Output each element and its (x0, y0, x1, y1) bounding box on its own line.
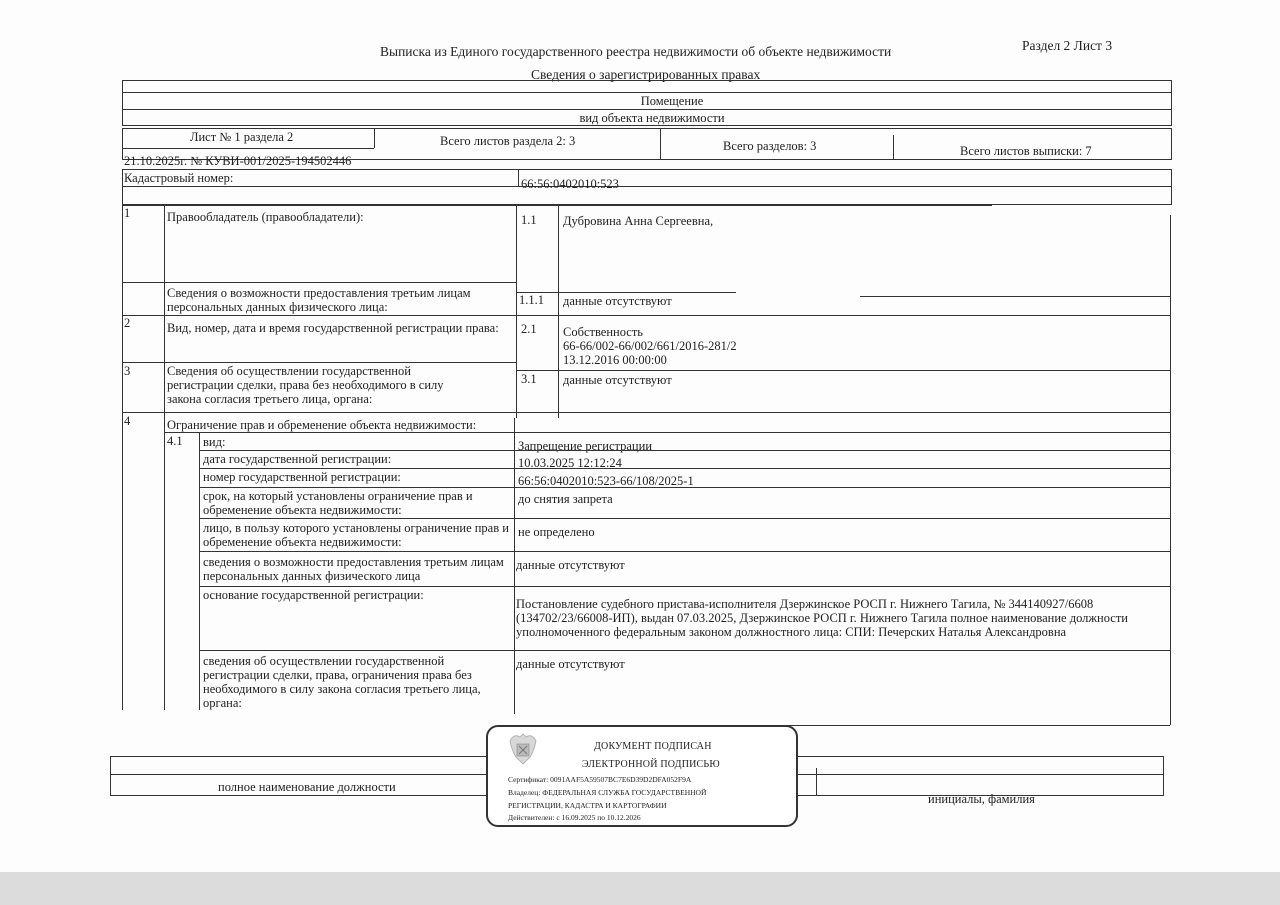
divider (860, 296, 1170, 297)
divider (374, 128, 375, 148)
row-4-label: Ограничение прав и обременение объекта недвижимости: (167, 418, 477, 432)
restriction-date-value: 10.03.2025 12:12:24 (518, 456, 622, 470)
restriction-transaction-value: данные отсутствуют (516, 657, 625, 671)
row-2-subnum: 2.1 (521, 322, 537, 336)
restriction-term-value: до снятия запрета (518, 492, 613, 506)
total-sheets-count: Всего листов выписки: 7 (960, 144, 1092, 158)
section-sheets-count: Всего листов раздела 2: 3 (440, 134, 576, 148)
divider (199, 518, 1170, 519)
table-border-left (122, 205, 123, 710)
page-reference: Раздел 2 Лист 3 (1022, 38, 1113, 53)
personal-data-value: данные отсутствуют (563, 294, 672, 308)
column-divider (199, 432, 200, 710)
restriction-type-label: вид: (203, 435, 226, 449)
column-divider (164, 205, 165, 418)
divider (122, 362, 516, 363)
right-registration-number: 66-66/002-66/002/661/2016-281/2 (563, 339, 737, 353)
column-divider (558, 205, 559, 418)
row-3-subnum: 3.1 (521, 372, 537, 386)
restriction-transaction-label: сведения об осуществлении государственной регистрации сделки, права, ограничения права без необходимого в силу закона согласия третьего лица, органа: (203, 654, 481, 710)
divider (199, 551, 1170, 552)
row-2-number: 2 (124, 316, 131, 330)
divider (516, 370, 1170, 371)
object-type-value: Помещение (640, 94, 704, 108)
divider (122, 92, 1172, 93)
column-divider (164, 412, 165, 710)
registration-basis-label: основание государственной регистрации: (203, 588, 424, 602)
owner-line1: Владелец: ФЕДЕРАЛЬНАЯ СЛУЖБА ГОСУДАРСТВЕННОЙ (508, 788, 707, 797)
validity-period: Действителен: с 16.09.2025 по 10.12.2026 (508, 813, 641, 822)
restriction-beneficiary-label: лицо, в пользу которого установлены ограничение прав и обременение объекта недвижимости: (203, 521, 509, 549)
divider (660, 128, 661, 160)
object-type-label: вид объекта недвижимости (579, 111, 725, 125)
position-caption: полное наименование должности (218, 780, 396, 794)
divider (122, 282, 516, 283)
row-4-1-subnum: 4.1 (167, 434, 183, 448)
transaction-info-value: данные отсутствуют (563, 373, 672, 387)
divider (516, 292, 736, 293)
restriction-number-value: 66:56:0402010:523-66/108/2025-1 (518, 474, 694, 488)
row-3-number: 3 (124, 364, 131, 378)
table-border-top (122, 205, 992, 206)
divider (164, 432, 1170, 433)
row-1-1-subnum: 1.1.1 (519, 293, 544, 307)
cadastral-label: Кадастровый номер: (124, 171, 234, 185)
restriction-beneficiary-value: не определено (518, 525, 595, 539)
document-title: Выписка из Единого государственного реестра недвижимости об объекте недвижимости (380, 44, 892, 59)
divider (122, 412, 1170, 413)
divider (893, 135, 894, 160)
divider (199, 487, 1170, 488)
row-1-subnum: 1.1 (521, 213, 537, 227)
document-subtitle: Сведения о зарегистрированных правах (531, 67, 761, 82)
stamp-title-line2: ЭЛЕКТРОННОЙ ПОДПИСЬЮ (582, 759, 720, 770)
row-1-number: 1 (124, 206, 131, 220)
restriction-term-label: срок, на который установлены ограничение прав и обременение объекта недвижимости: (203, 489, 473, 517)
divider (518, 169, 519, 186)
cadastral-number: 66:56:0402010:523 (521, 177, 619, 191)
restriction-number-label: номер государственной регистрации: (203, 470, 401, 484)
registration-basis-value: Постановление судебного пристава-исполнителя Дзержинское РОСП г. Нижнего Тагила, № 344140927/6608 (134702/23/66008-ИП), выдан 07.03.2025, Дзержинское РОСП г. Нижнего Тагила полное наименование должности уполномоченного федеральным законом должностного лица: СПИ: Печерских Наталья Александровна (516, 597, 1128, 639)
sheet-number: Лист № 1 раздела 2 (190, 130, 294, 144)
restriction-personal-data-value: данные отсутствуют (516, 558, 625, 572)
sections-count: Всего разделов: 3 (723, 139, 817, 153)
stamp-title-line1: ДОКУМЕНТ ПОДПИСАН (594, 741, 712, 752)
row-1-label: Правообладатель (правообладатели): (167, 210, 364, 224)
restriction-date-label: дата государственной регистрации: (203, 452, 392, 466)
row-1-1-label: Сведения о возможности предоставления третьим лицам персональных данных физического лица: (167, 286, 471, 314)
divider (122, 315, 1170, 316)
owner-line2: РЕГИСТРАЦИИ, КАДАСТРА И КАРТОГРАФИИ (508, 801, 667, 810)
row-4-number: 4 (124, 414, 131, 428)
electronic-signature-stamp (486, 725, 798, 827)
eagle-emblem-icon (506, 731, 540, 767)
divider (122, 148, 374, 149)
divider (122, 186, 1172, 187)
name-caption: инициалы, фамилия (928, 792, 1035, 806)
column-divider (514, 418, 515, 714)
row-2-label: Вид, номер, дата и время государственной регистрации права: (167, 321, 499, 335)
cadastral-box (122, 169, 1172, 205)
row-3-label: Сведения об осуществлении государственной регистрации сделки, права без необходимого в силу закона согласия третьего лица, органа: (167, 364, 444, 406)
certificate-number: Сертификат: 0091AAF5A59507BC7E6D39D2DFA052F9A (508, 775, 692, 784)
rightholder-name: Дубровина Анна Сергеевна, (563, 214, 714, 228)
divider (122, 109, 1172, 110)
divider (199, 650, 1170, 651)
table-border-right (1170, 215, 1171, 725)
right-registration-date: 13.12.2016 00:00:00 (563, 353, 667, 367)
restriction-personal-data-label: сведения о возможности предоставления третьим лицам персональных данных физического лица (203, 555, 504, 583)
divider (199, 468, 1170, 469)
restriction-type-value: Запрещение регистрации (518, 439, 653, 453)
divider (199, 450, 1170, 451)
divider (199, 586, 1170, 587)
extract-number: 21.10.2025г. № КУВИ-001/2025-194502446 (124, 154, 352, 168)
divider (816, 768, 817, 796)
right-type: Собственность (563, 325, 643, 339)
